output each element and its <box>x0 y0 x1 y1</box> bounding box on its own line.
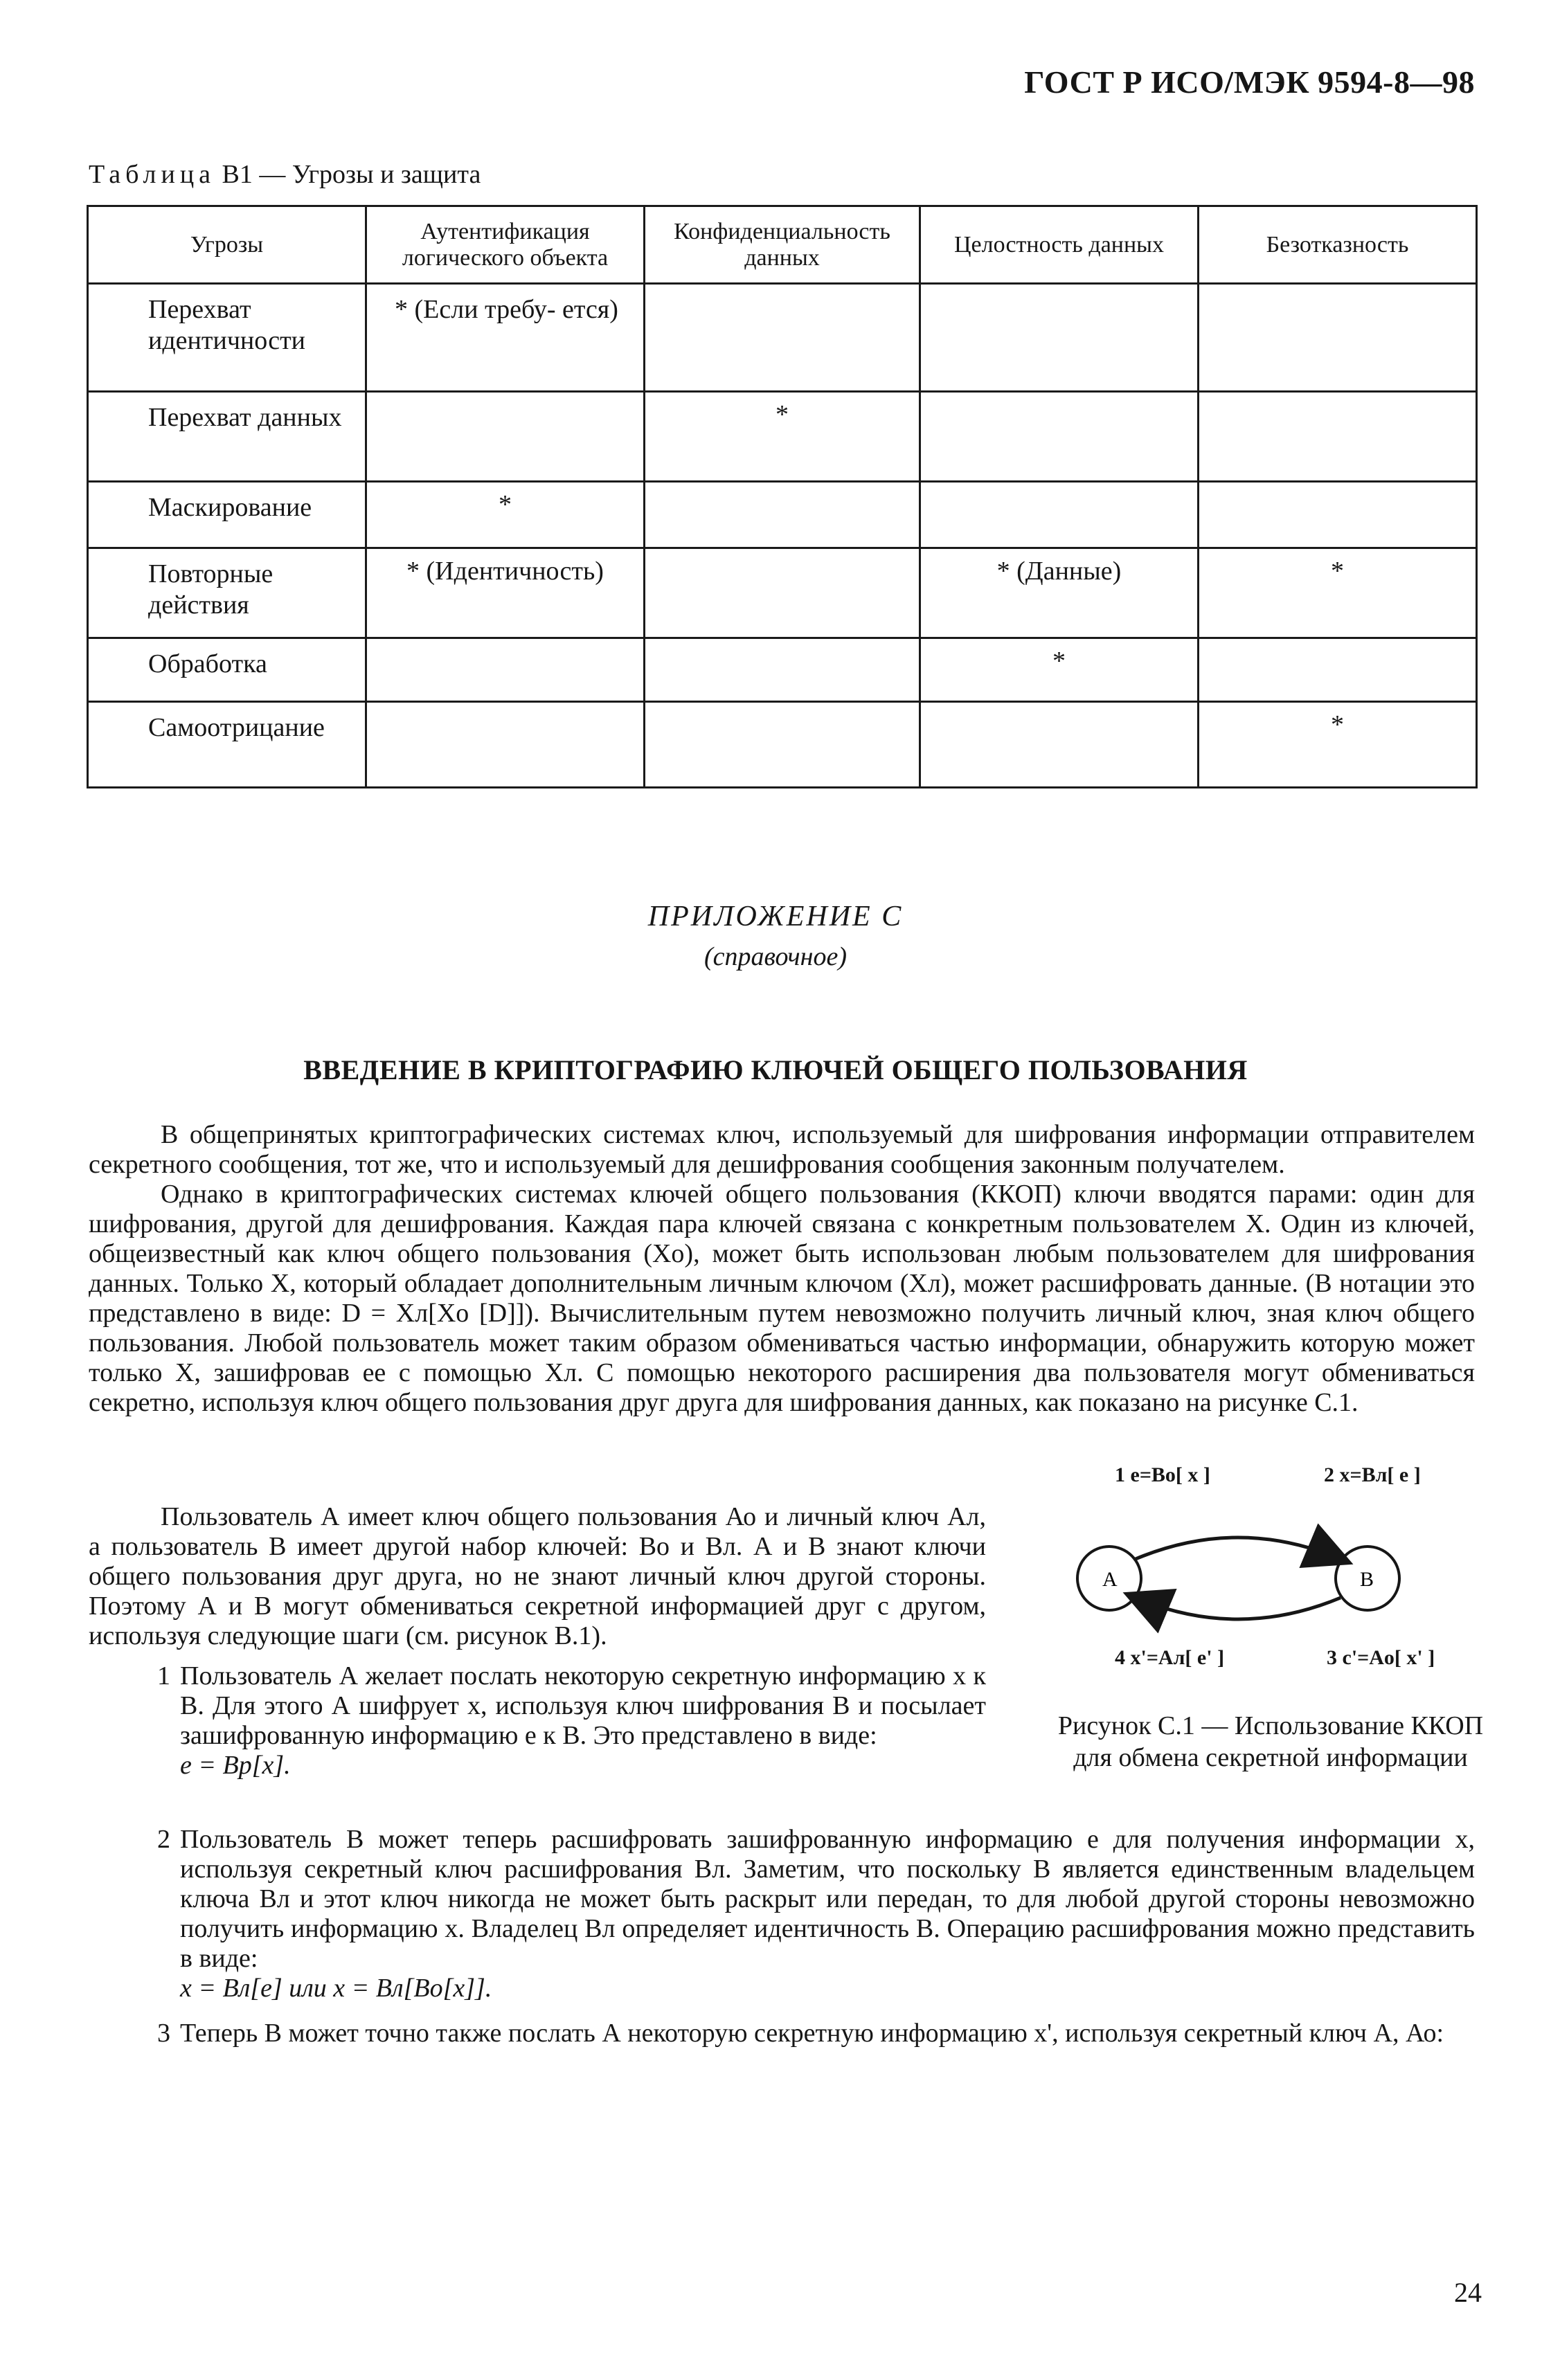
nonrep-cell: * <box>1199 702 1477 788</box>
table-row <box>88 482 1477 548</box>
integ-cell <box>920 702 1199 788</box>
conf-cell <box>645 548 920 638</box>
key-exchange-diagram <box>1066 1502 1482 1710</box>
threat-cell: Самоотрицание <box>88 702 366 788</box>
paragraph-1: В общепринятых криптографических системах ключ, используемый для шифрования информации отправителем секретного сообщения, тот же, что и используемый для дешифрования сообщения законным получателем. <box>89 1120 1475 1179</box>
auth-cell <box>366 638 645 702</box>
threats-table <box>87 205 1478 788</box>
nonrep-cell <box>1199 392 1477 482</box>
table-caption-text: B1 — Угрозы и защита <box>222 160 481 189</box>
table-row <box>88 548 1477 638</box>
step-label-4: 4 x'=Aл[ e' ] <box>1115 1646 1225 1669</box>
threat-cell: Повторные действия <box>88 548 366 638</box>
step-number: 2 <box>157 1825 170 1854</box>
step-number: 3 <box>157 2019 170 2048</box>
column-header-non-repudiation: Безотказность <box>1199 206 1477 284</box>
section-heading: ВВЕДЕНИЕ В КРИПТОГРАФИЮ КЛЮЧЕЙ ОБЩЕГО ПОЛЬЗОВАНИЯ <box>303 1054 1248 1085</box>
column-header-integrity: Целостность данных <box>920 206 1199 284</box>
step-label-2: 2 x=Bл[ e ] <box>1324 1463 1421 1486</box>
nonrep-cell <box>1199 638 1477 702</box>
intro-text <box>89 1120 1475 1418</box>
standard-designation: ГОСТ Р ИСО/МЭК 9594-8—98 <box>1024 64 1475 100</box>
auth-cell: * (Если требу- ется) <box>366 284 645 392</box>
table-header-row <box>88 206 1477 284</box>
conf-cell <box>645 284 920 392</box>
node-b-label: B <box>1360 1568 1374 1591</box>
step-1 <box>157 1661 986 1781</box>
auth-cell: * (Идентичность) <box>366 548 645 638</box>
appendix-subtitle: (справочное) <box>703 942 848 971</box>
auth-cell: * <box>366 482 645 548</box>
step-text: Пользователь В может теперь расшифровать зашифрованную информацию e для получения информации x, используя секретный ключ расшифрования Вл. Заметим, что поскольку В является единственным владельцем ключа Вл и этот ключ никогда не может быть раскрыт или передан, то для любой другой стороны невозможно получить информацию x. Владелец Вл определяет идентичность В. Операцию расшифрования можно представить в виде: <box>180 1825 1475 1973</box>
threat-cell: Перехват идентичности <box>88 284 366 392</box>
table-row <box>88 638 1477 702</box>
paragraph-2: Однако в криптографических системах ключей общего пользования (ККОП) ключи вводятся парами: один для шифрования, другой для дешифрования. Каждая пара ключей связана с конкретным пользователем X. Один из ключей, общеизвестный как ключ общего пользования (Xо), может быть использован любым пользователем для шифрования данных. Только X, который обладает дополнительным личным ключом (Xл), может расшифровать данные. (В нотации это представлено в виде: D = Xл[Xо [D]]). Вычислительным путем невозможно получить личный ключ, зная ключ общего пользования. Любой пользователь может таким образом обмениваться частью информации, обнаружить которую может только X, зашифровав ее с помощью Xл. С помощью некоторого расширения два пользователя могут обмениваться секретно, используя ключ общего пользования друг друга для шифрования данных, как показано на рисунке С.1. <box>89 1180 1475 1417</box>
step-3 <box>157 2019 1475 2048</box>
column-header-auth: Аутентификация логического объекта <box>366 206 645 284</box>
auth-cell <box>366 392 645 482</box>
conf-cell <box>645 638 920 702</box>
step-formula: x = Bл[e] или x = Bл[Bо[x]]. <box>180 1974 492 2003</box>
integ-cell <box>920 482 1199 548</box>
nonrep-cell <box>1199 284 1477 392</box>
figure-c1-diagram <box>1066 1463 1482 1904</box>
nonrep-cell: * <box>1199 548 1477 638</box>
step-formula: e = Bp[x]. <box>180 1751 291 1780</box>
integ-cell: * <box>920 638 1199 702</box>
integ-cell <box>920 392 1199 482</box>
table-caption-label: Таблица <box>89 160 216 189</box>
step-text: Теперь В может точно также послать А некоторую секретную информацию x', используя секретный ключ А, Ао: <box>180 2019 1444 2048</box>
key-exchange-text <box>89 1502 986 1651</box>
table-row <box>88 702 1477 788</box>
column-header-threats: Угрозы <box>88 206 366 284</box>
table-caption <box>89 159 481 190</box>
page-number: 24 <box>1454 2277 1482 2308</box>
table-row <box>88 392 1477 482</box>
nonrep-cell <box>1199 482 1477 548</box>
integ-cell: * (Данные) <box>920 548 1199 638</box>
step-label-3: 3 c'=Aо[ x' ] <box>1327 1646 1435 1669</box>
table-row <box>88 284 1477 392</box>
threat-cell: Перехват данных <box>88 392 366 482</box>
paragraph-3: Пользователь А имеет ключ общего пользования Ао и личный ключ Ал, а пользователь В имеет другой набор ключей: Во и Вл. А и В знают ключи общего пользования друг друга, но не знают личный ключ другой стороны. Поэтому А и В могут обмениваться секретной информацией друг с другом, используя следующие шаги (см. рисунок В.1). <box>89 1502 986 1650</box>
node-a-label: A <box>1102 1568 1118 1591</box>
step-label-1: 1 e=Bо[ x ] <box>1115 1463 1210 1486</box>
threat-cell: Обработка <box>88 638 366 702</box>
conf-cell <box>645 702 920 788</box>
appendix-title: ПРИЛОЖЕНИЕ С <box>647 901 904 932</box>
arrow-a-to-b <box>1136 1538 1341 1559</box>
arrow-b-to-a <box>1136 1598 1341 1619</box>
step-text: Пользователь А желает послать некоторую секретную информацию x к В. Для этого А шифрует x, используя ключ шифрования В и посылает зашифрованную информацию e к В. Это представлено в виде: <box>180 1661 986 1750</box>
conf-cell <box>645 482 920 548</box>
threat-cell: Маскирование <box>88 482 366 548</box>
step-number: 1 <box>157 1661 170 1691</box>
integ-cell <box>920 284 1199 392</box>
figure-caption: Рисунок С.1 — Использование ККОП для обмена секретной информации <box>1057 1711 1484 1772</box>
conf-cell: * <box>645 392 920 482</box>
auth-cell <box>366 702 645 788</box>
column-header-confidentiality: Конфиденциальность данных <box>645 206 920 284</box>
